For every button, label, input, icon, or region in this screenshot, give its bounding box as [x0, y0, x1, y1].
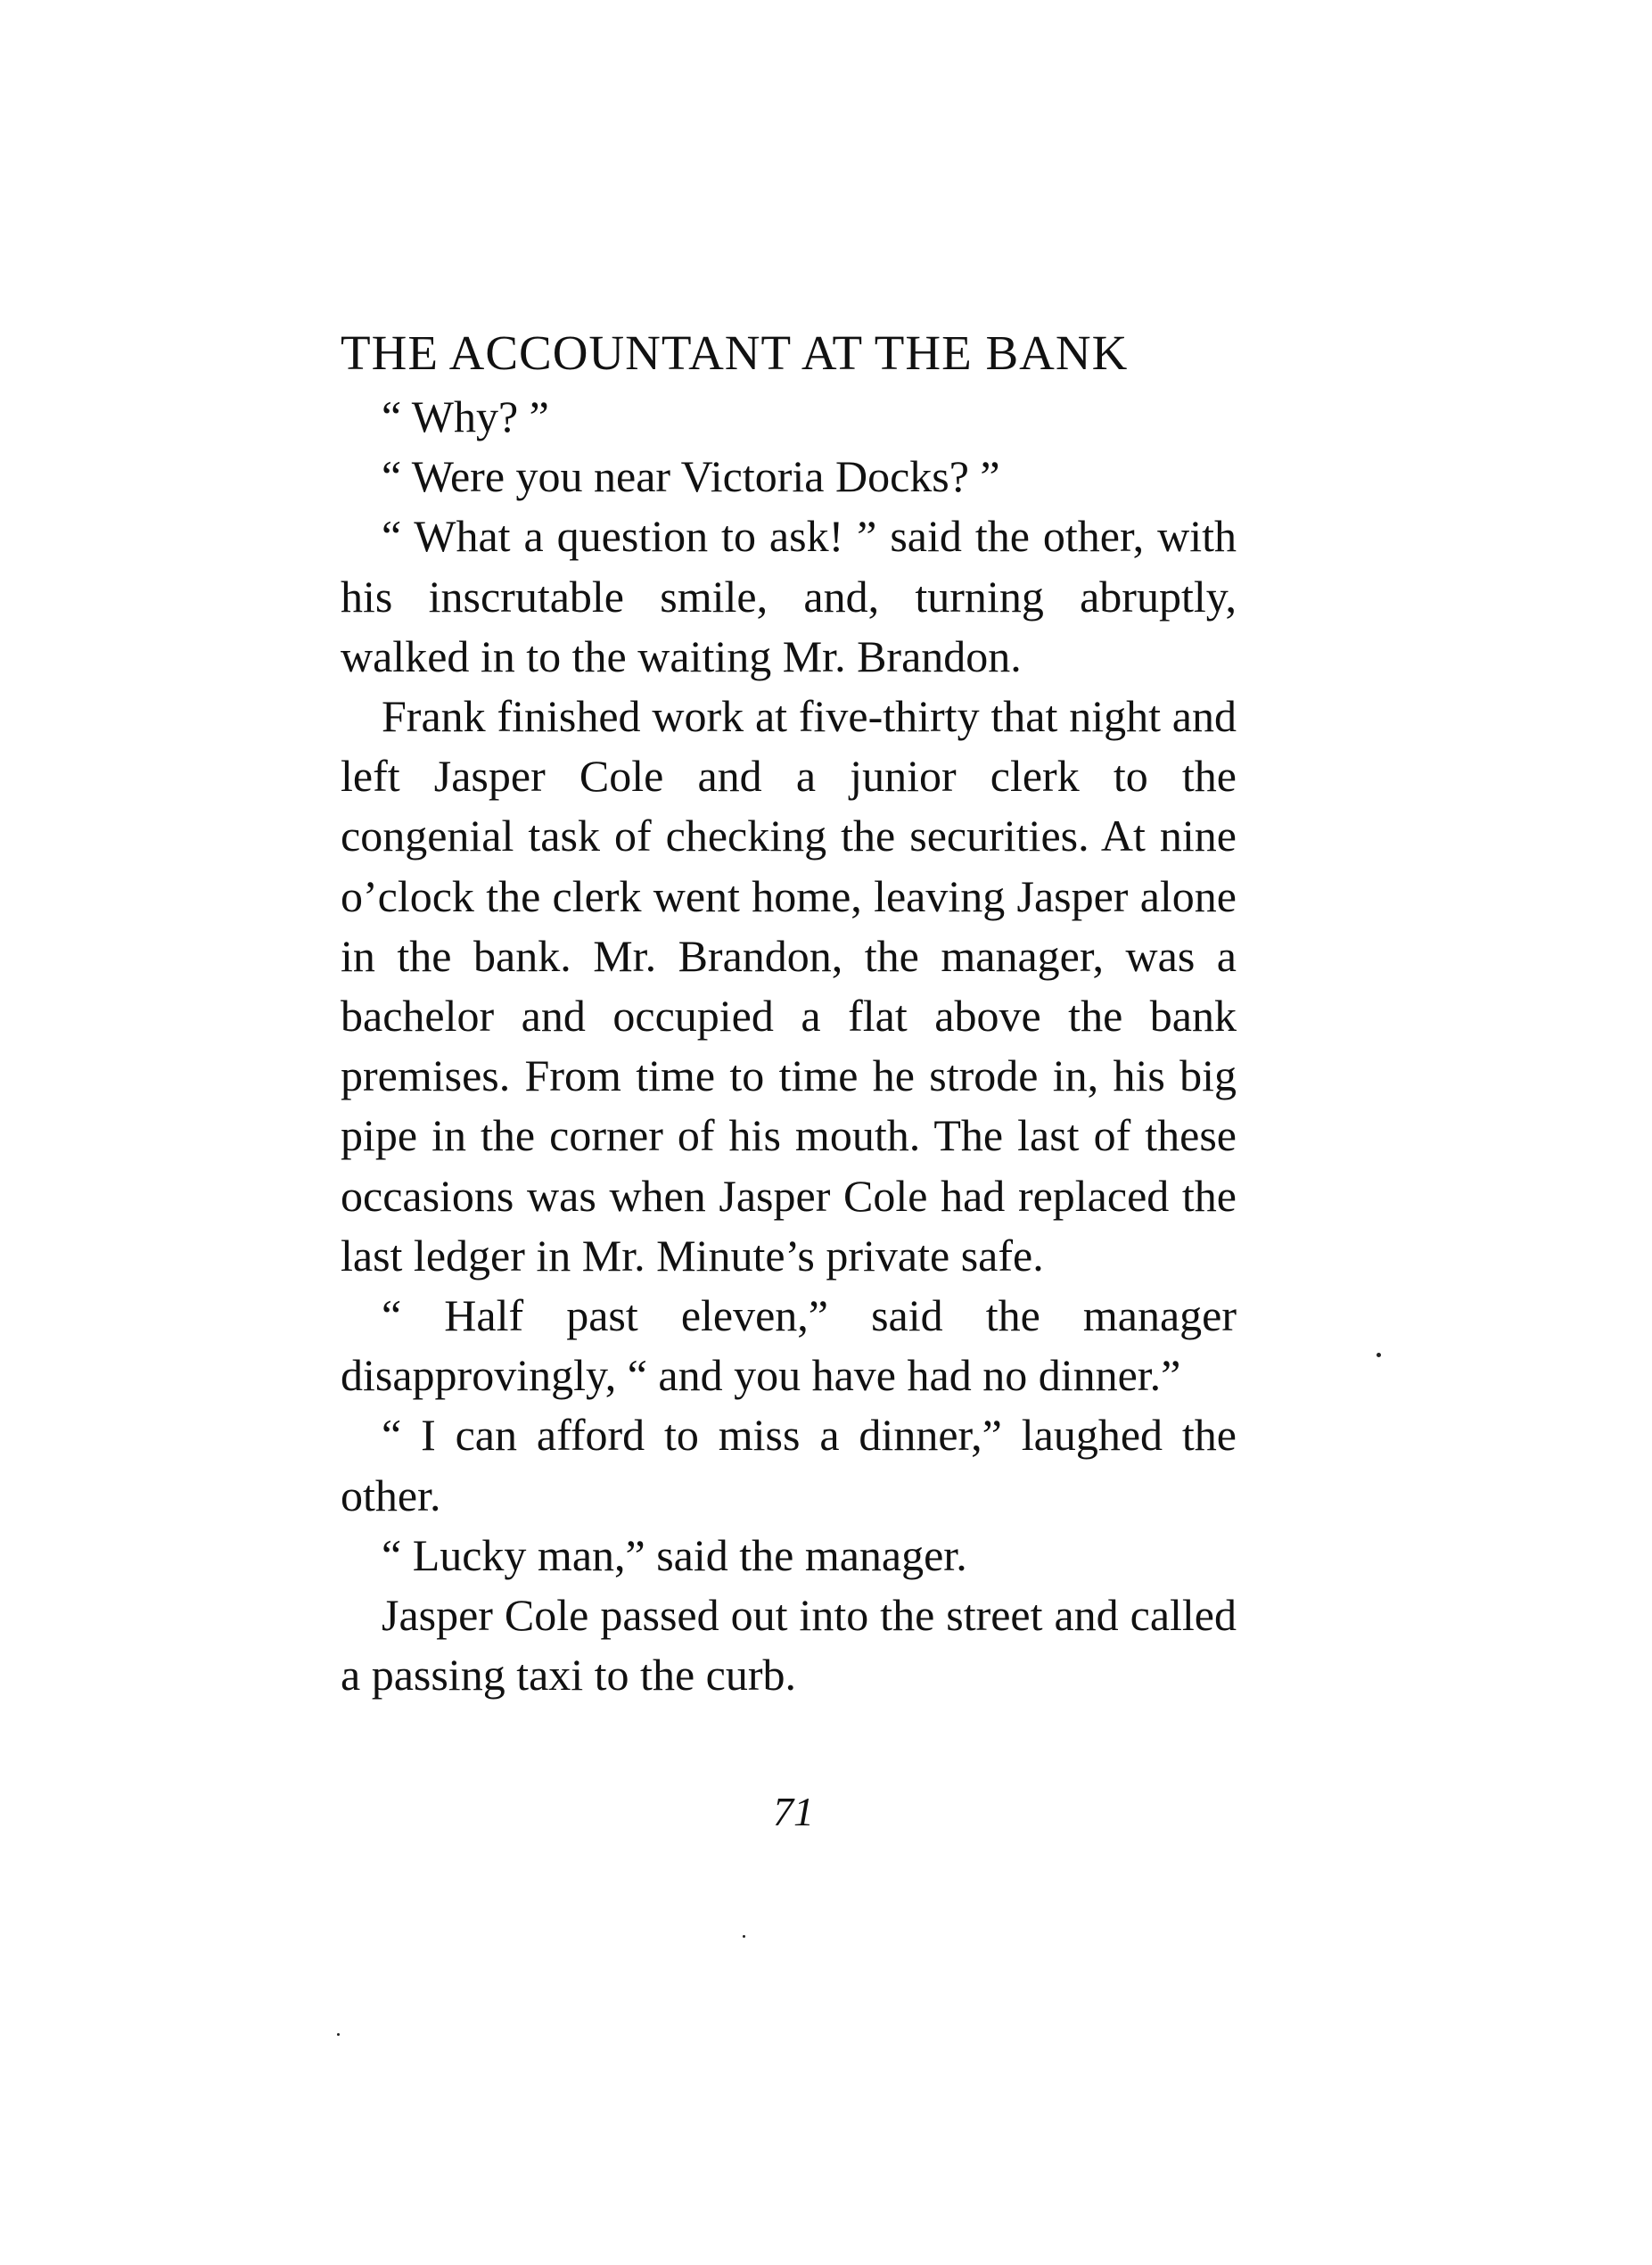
ink-speck: [743, 1935, 745, 1938]
paragraph: “ I can afford to miss a dinner,” laughed the other.: [341, 1410, 1237, 1520]
ink-speck: [337, 2033, 340, 2036]
paragraph: “ Why? ”: [382, 391, 549, 441]
paragraph: “ Were you near Victoria Docks? ”: [382, 451, 1000, 502]
ink-speck: [1377, 1353, 1381, 1357]
running-head: THE ACCOUNTANT AT THE BANK: [341, 325, 1129, 380]
paragraph: “ What a question to ask! ” said the other, with his inscrutable smile, and, turning abruptly, walked in to the waiting Mr. Brandon.: [341, 511, 1237, 681]
paragraph: “ Half past eleven,” said the manager disapprovingly, “ and you have had no dinner.”: [341, 1290, 1237, 1401]
body-text: [341, 387, 1237, 1705]
paragraph: Jasper Cole passed out into the street and called a passing taxi to the curb.: [341, 1590, 1237, 1701]
page-number: 71: [773, 1789, 814, 1834]
paragraph: Frank finished work at five-thirty that night and left Jasper Cole and a junior clerk to the congenial task of checking the securities. At nine o’clock the clerk went home, leaving Jasper alone in the bank. Mr. Brandon, the manager, was a bachelor and occupied a flat above the bank premises. From time to time he strode in, his big pipe in the corner of his mouth. The last of these occasions was when Jasper Cole had replaced the last ledger in Mr. Minute’s private safe.: [341, 691, 1237, 1281]
paragraph: “ Lucky man,” said the manager.: [382, 1529, 967, 1580]
